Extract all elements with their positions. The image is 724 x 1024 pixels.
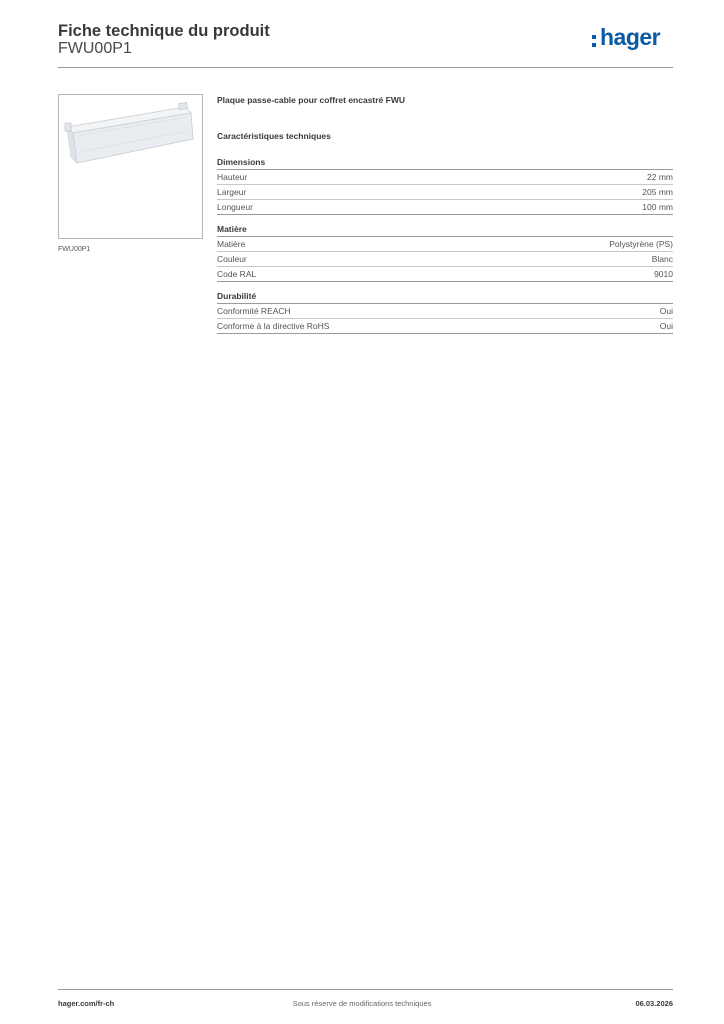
spec-row — [217, 267, 673, 282]
footer-date: 06.03.2026 — [635, 999, 673, 1008]
logo-dot-top — [592, 35, 596, 39]
spec-label: Hauteur — [217, 172, 248, 182]
spec-row — [217, 237, 673, 252]
spec-value: Polystyrène (PS) — [609, 239, 673, 249]
spec-label: Longueur — [217, 202, 253, 212]
footer-divider — [58, 989, 673, 990]
spec-value: Oui — [659, 321, 673, 331]
section-title: Durabilité — [217, 290, 673, 304]
spec-value: 205 mm — [642, 187, 673, 197]
section-durability — [217, 290, 673, 334]
spec-row — [217, 304, 673, 319]
image-caption: FWU00P1 — [58, 246, 91, 253]
spec-row — [217, 185, 673, 200]
spec-value: Oui — [659, 306, 673, 316]
section-title: Dimensions — [217, 156, 673, 170]
product-illustration — [59, 95, 202, 238]
product-code: FWU00P1 — [58, 40, 132, 57]
logo-text: hager — [600, 24, 661, 50]
specs-heading: Caractéristiques techniques — [217, 131, 331, 141]
spec-row — [217, 200, 673, 215]
spec-value: Blanc — [651, 254, 673, 264]
footer-notice: Sous réserve de modifications techniques — [292, 999, 432, 1008]
spec-label: Couleur — [217, 254, 247, 264]
section-title: Matière — [217, 223, 673, 237]
logo-dot-bottom — [592, 43, 596, 47]
hager-logo — [592, 26, 674, 56]
section-dimensions — [217, 156, 673, 215]
product-description: Plaque passe-cable pour coffret encastré FWU — [217, 95, 405, 105]
section-material — [217, 223, 673, 282]
product-image — [58, 94, 203, 239]
header-divider — [58, 67, 673, 68]
spec-row — [217, 319, 673, 334]
page-title: Fiche technique du produit — [58, 22, 270, 40]
spec-label: Conforme à la directive RoHS — [217, 321, 330, 331]
footer-website-link[interactable]: hager.com/fr-ch — [58, 999, 115, 1008]
spec-value: 100 mm — [642, 202, 673, 212]
spec-row — [217, 170, 673, 185]
spec-row — [217, 252, 673, 267]
spec-value: 9010 — [654, 269, 673, 279]
spec-label: Matière — [217, 239, 246, 249]
spec-value: 22 mm — [647, 172, 673, 182]
spec-label: Largeur — [217, 187, 247, 197]
spec-label: Code RAL — [217, 269, 257, 279]
spec-label: Conformité REACH — [217, 306, 291, 316]
